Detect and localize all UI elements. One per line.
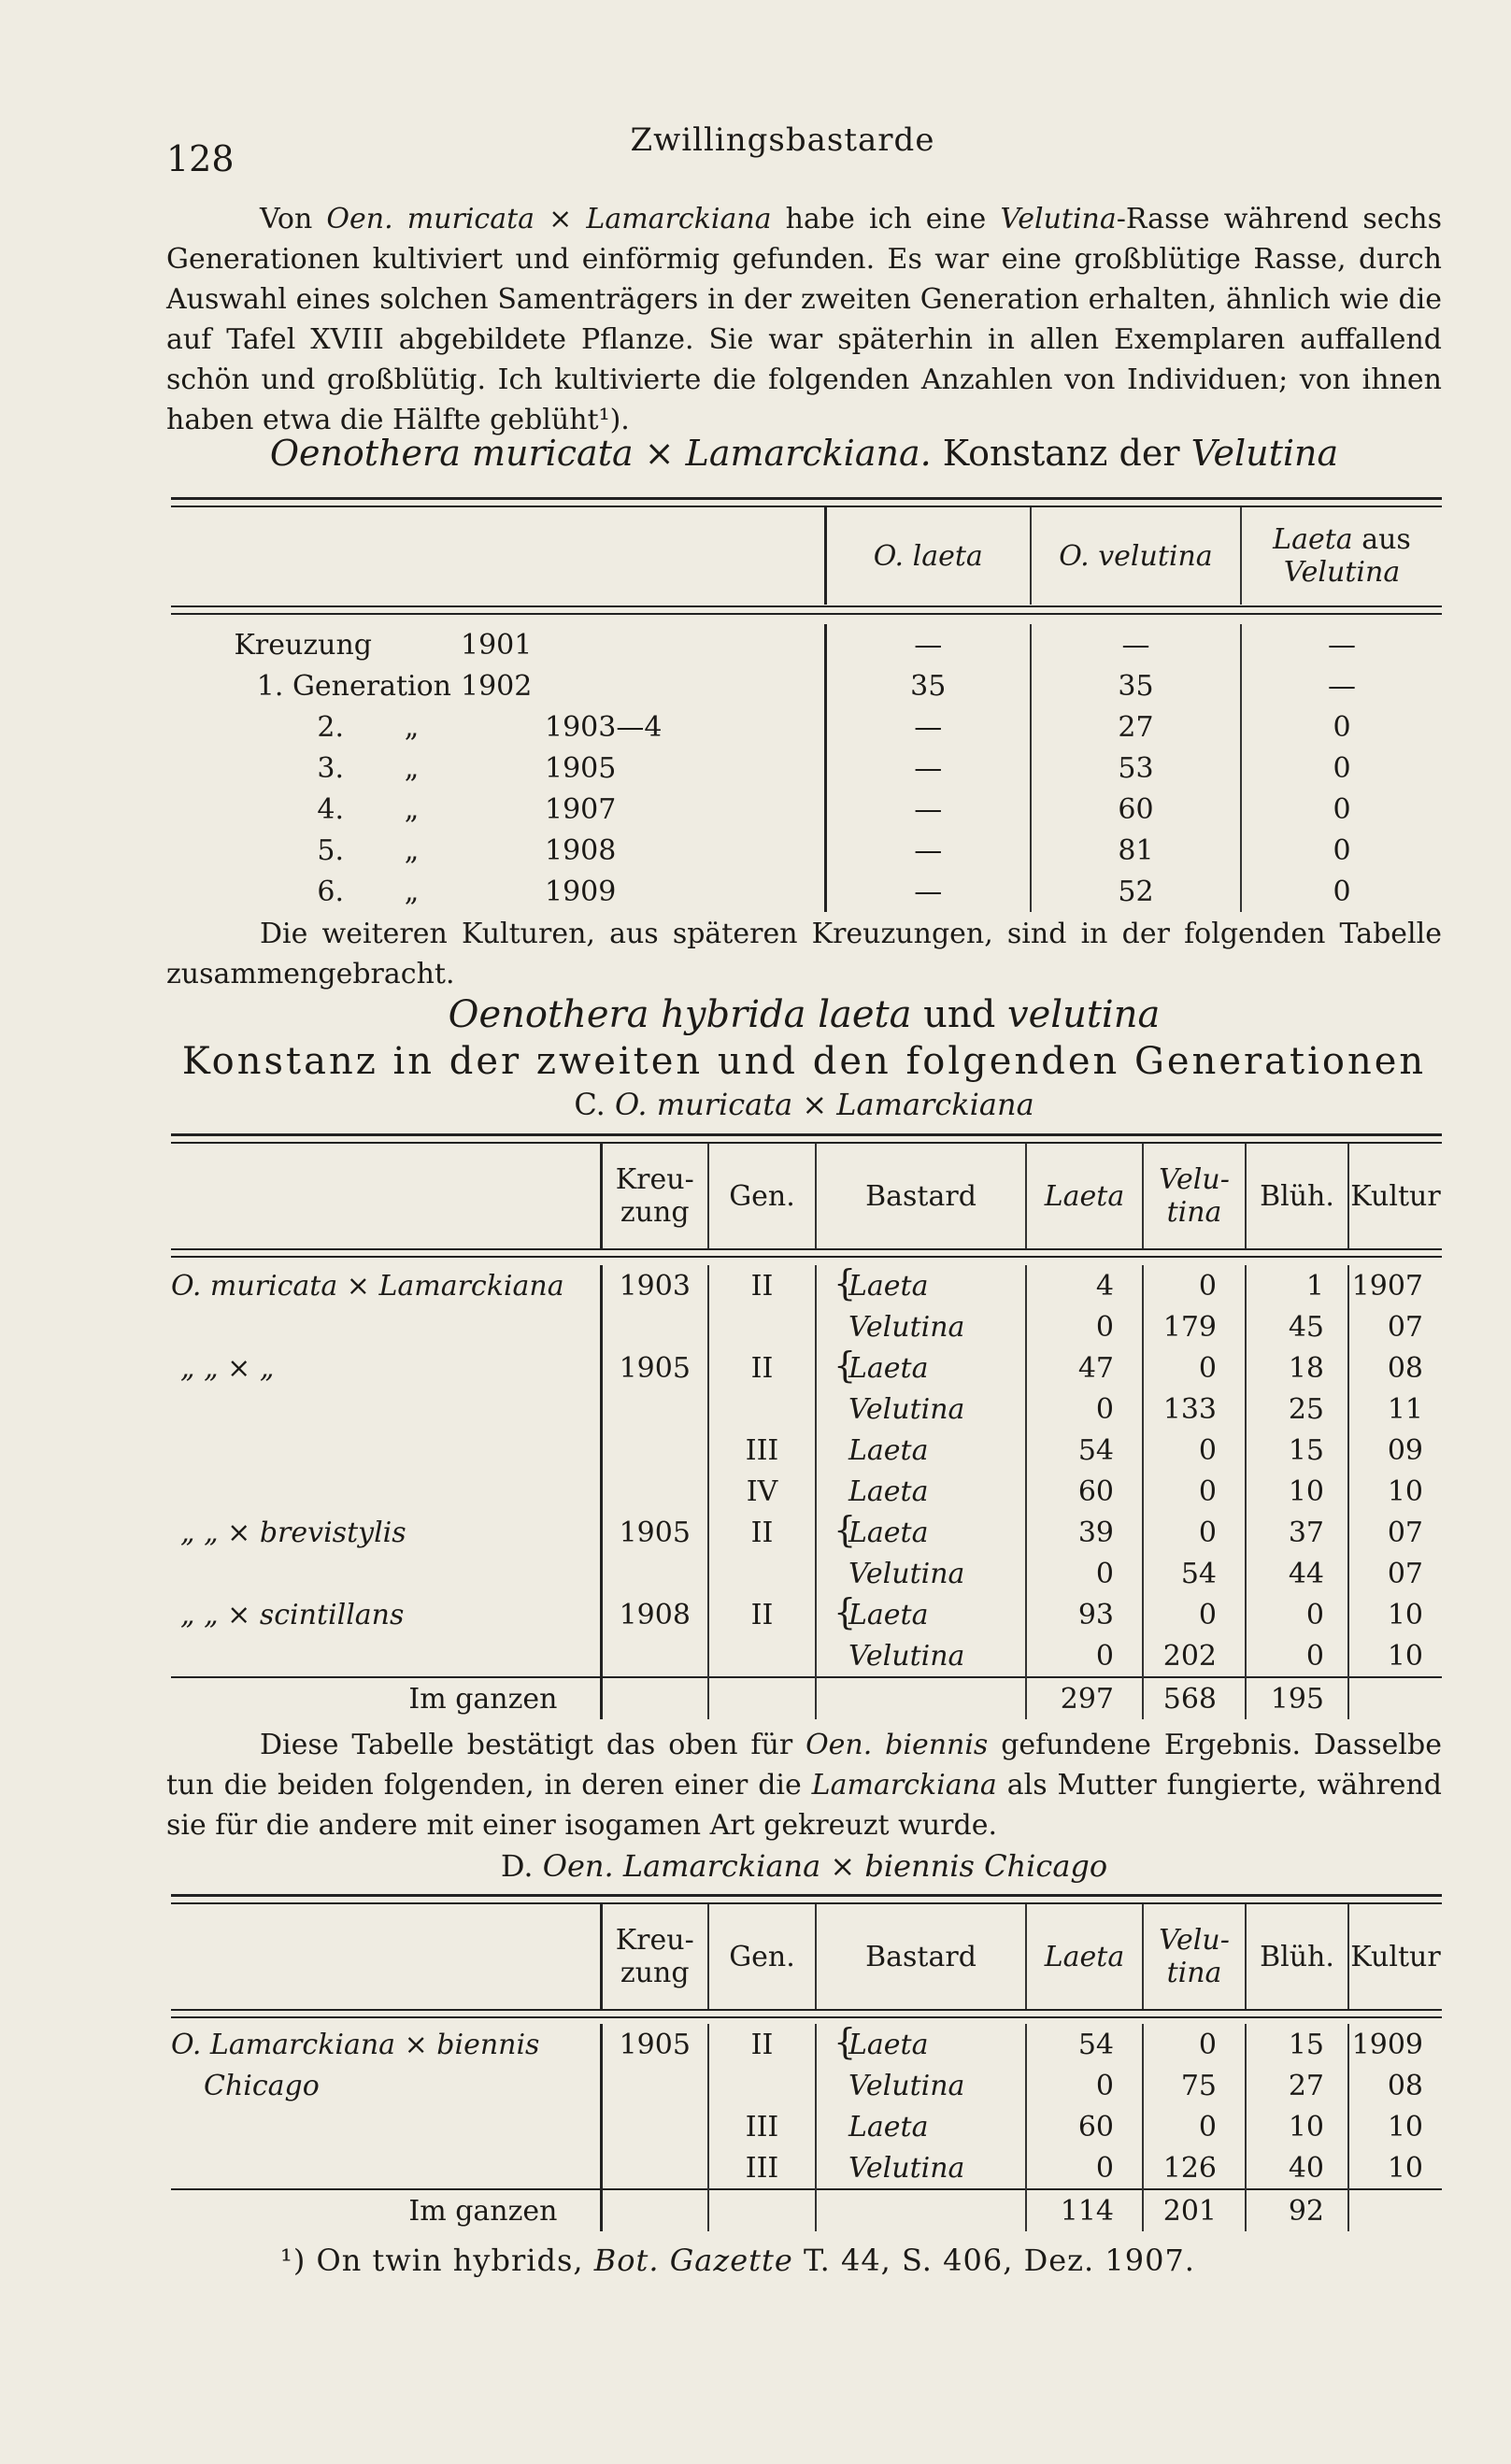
row-label [171,2106,601,2147]
col-kreuzung: Kreu- zung [601,1904,708,2009]
cell-bastard [816,1471,1026,1512]
cell-bastard [816,1344,1026,1389]
cell-kreuzung [601,1430,708,1471]
running-head: Zwillingsbastarde [630,121,935,159]
cell-gen: II [708,1265,816,1306]
table-row: 4. „ 1907 — 60 0 [171,789,1442,830]
table1-header-rule-2 [171,613,1442,615]
col-bastard: Bastard [816,1144,1026,1248]
table2 [171,1144,1442,1248]
bastard-type: Velutina [848,2069,965,2102]
bastard-type: Laeta [848,1351,929,1385]
cell-kreuzung: 1905 [601,1347,708,1389]
cell-velutina: 0 [1143,1265,1246,1306]
table-row [171,2106,1442,2147]
table-row [171,2147,1442,2189]
cell-bastard [816,1553,1026,1594]
page-number: 128 [166,138,235,179]
col-velutina: Velu- tina [1143,1904,1246,2009]
table-row [171,2065,1442,2106]
cell-laeta: 60 [1026,2106,1143,2147]
cell-bastard [816,2020,1026,2065]
cell-bluh: 18 [1246,1347,1348,1389]
cell-bastard [816,1389,1026,1430]
cell-gen: III [708,1430,816,1471]
table2-header-rule-2 [171,1256,1442,1258]
cell-bluh: 15 [1246,2024,1348,2065]
total-velutina: 201 [1143,2189,1246,2231]
table2-header-row [171,1144,1442,1248]
cell-bluh: 27 [1246,2065,1348,2106]
cell-kultur: 1909 [1348,2024,1442,2065]
col-kultur: Kultur [1348,1144,1442,1248]
cell-velutina: 0 [1143,1594,1246,1635]
brace-mark: { [834,1590,857,1632]
cell-bluh: 0 [1246,1594,1348,1635]
table-row [171,1389,1442,1430]
cell-velutina: 179 [1143,1306,1246,1347]
total-laeta: 114 [1026,2189,1143,2231]
cell-gen: II [708,1512,816,1553]
col-laeta: Laeta [1026,1144,1143,1248]
row-label [171,1389,601,1430]
cell-gen [708,1389,816,1430]
table2-body [171,1261,1442,1719]
cell-velutina: 75 [1143,2065,1246,2106]
table2-rows [171,1261,1442,1719]
cell-bastard [816,1635,1026,1677]
total-label: Im ganzen [171,1677,601,1719]
cell-bluh: 44 [1246,1553,1348,1594]
bastard-type: Laeta [848,1433,929,1467]
bastard-type: Velutina [848,1639,965,1673]
cell-kreuzung [601,2147,708,2189]
cell-kultur: 1907 [1348,1265,1442,1306]
cell-velutina: 0 [1143,1430,1246,1471]
total-row [171,1677,1442,1719]
brace-mark: { [834,2020,857,2062]
table-row [171,1430,1442,1471]
col-bluh: Blüh. [1246,1144,1348,1248]
table-row [171,1265,1442,1306]
row-label [171,2147,601,2189]
bridge-paragraph: Die weiteren Kulturen, aus späteren Kreuzungen, sind in der folgenden Tabelle zusammengebracht. [166,918,1442,990]
cell-gen [708,1635,816,1677]
footnote: ¹) On twin hybrids, Bot. Gazette T. 44, S. 406, Dez. 1907. [280,2243,1195,2278]
cell-gen: II [708,1347,816,1389]
table1-header-velutina: O. velutina [1031,507,1241,605]
bastard-type: Laeta [848,1598,929,1631]
row-label: O. muricata × Lamarckiana [171,1269,564,1303]
table3-header-rule-2 [171,2016,1442,2018]
cell-gen: III [708,2106,816,2147]
cell-gen [708,1306,816,1347]
cell-bluh: 40 [1246,2147,1348,2189]
col-kreuzung: Kreu- zung [601,1144,708,1248]
cell-velutina: 133 [1143,1389,1246,1430]
cell-velutina: 202 [1143,1635,1246,1677]
cell-kultur: 07 [1348,1553,1442,1594]
table1-header-rule [171,605,1442,607]
table-row [171,1471,1442,1512]
cell-gen [708,1553,816,1594]
cell-velutina: 0 [1143,2024,1246,2065]
bastard-type: Laeta [848,2110,929,2144]
cell-laeta: 54 [1026,2024,1143,2065]
table-row: 5. „ 1908 — 81 0 [171,830,1442,871]
cell-kreuzung [601,1471,708,1512]
conclusion-paragraph: Diese Tabelle bestätigt das oben für Oen. biennis gefundene Ergebnis. Dasselbe tun die beiden folgenden, in deren einer die Lamarckiana als Mutter fungierte, während sie für die andere mit einer isogamen Art gekreuzt wurde. [166,1729,1442,1842]
cell-kultur: 10 [1348,2147,1442,2189]
cell-laeta: 0 [1026,1553,1143,1594]
col-gen: Gen. [708,1144,816,1248]
table3-rows [171,2020,1442,2231]
cell-kreuzung: 1908 [601,1594,708,1635]
row-label: „ „ × brevistylis [180,1516,406,1549]
cell-laeta: 0 [1026,1635,1143,1677]
table-row: 6. „ 1909 — 52 0 [171,871,1442,912]
table1-header-laeta-aus-velutina: Laeta aus Velutina [1241,507,1442,605]
total-bluh: 92 [1246,2189,1348,2231]
table-row: Kreuzung 1901 — — — [171,624,1442,665]
cell-kultur: 10 [1348,1635,1442,1677]
table3-header-rule [171,2009,1442,2011]
cell-kultur: 08 [1348,1347,1442,1389]
cell-kultur: 10 [1348,1594,1442,1635]
cell-bastard [816,1590,1026,1635]
row-label [171,1471,601,1512]
cell-bastard [816,2065,1026,2106]
cell-bastard [816,1261,1026,1306]
table-row [171,1512,1442,1553]
table-row: 3. „ 1905 — 53 0 [171,748,1442,789]
cell-kultur: 09 [1348,1430,1442,1471]
cell-kreuzung [601,1389,708,1430]
cell-velutina: 0 [1143,1347,1246,1389]
table-row [171,1594,1442,1635]
cell-bastard [816,1430,1026,1471]
cell-gen: IV [708,1471,816,1512]
cell-bluh: 0 [1246,1635,1348,1677]
brace-mark: { [834,1261,857,1303]
cell-bastard [816,2147,1026,2189]
cell-kreuzung [601,2065,708,2106]
cell-laeta: 0 [1026,1306,1143,1347]
row-label [171,1306,601,1347]
table2-title-2: Konstanz in der zweiten und den folgenden Generationen [181,1040,1427,1083]
cell-bluh: 1 [1246,1265,1348,1306]
bastard-type: Laeta [848,1474,929,1508]
table2-top-rule [171,1133,1442,1136]
table1-body [171,624,1442,912]
cell-gen [708,2065,816,2106]
table3-header-row [171,1904,1442,2009]
cell-laeta: 47 [1026,1347,1143,1389]
cell-bluh: 15 [1246,1430,1348,1471]
cell-gen: II [708,1594,816,1635]
cell-laeta: 54 [1026,1430,1143,1471]
table3-body [171,2020,1442,2231]
cell-gen: III [708,2147,816,2189]
table3-top-rule [171,1894,1442,1897]
total-bluh: 195 [1246,1677,1348,1719]
cell-kultur: 07 [1348,1512,1442,1553]
cell-kreuzung [601,2106,708,2147]
cell-kreuzung [601,1635,708,1677]
bastard-type: Velutina [848,1392,965,1426]
total-velutina: 568 [1143,1677,1246,1719]
table1-rows [171,624,1442,912]
cell-kreuzung [601,1553,708,1594]
table1-header-laeta: O. laeta [825,507,1031,605]
table-row [171,1306,1442,1347]
bastard-type: Laeta [848,1269,929,1303]
cell-kultur: 07 [1348,1306,1442,1347]
col-kultur: Kultur [1348,1904,1442,2009]
cell-bluh: 10 [1246,2106,1348,2147]
table1-top-rule [171,497,1442,500]
cell-kreuzung [601,1306,708,1347]
cell-laeta: 93 [1026,1594,1143,1635]
brace-mark: { [834,1344,857,1386]
row-label: Chicago [204,2069,320,2102]
total-label: Im ganzen [171,2189,601,2231]
cell-kreuzung: 1905 [601,2024,708,2065]
cell-bluh: 10 [1246,1471,1348,1512]
cell-laeta: 0 [1026,1389,1143,1430]
cell-bastard [816,1306,1026,1347]
bastard-type: Velutina [848,1310,965,1344]
row-label [171,1430,601,1471]
cell-velutina: 126 [1143,2147,1246,2189]
row-label: O. Lamarckiana × biennis [171,2028,540,2061]
table2-title-1: Oenothera hybrida laeta und velutina [448,993,1161,1036]
cell-kultur: 08 [1348,2065,1442,2106]
cell-bluh: 25 [1246,1389,1348,1430]
col-velutina: Velu- tina [1143,1144,1246,1248]
cell-kreuzung: 1903 [601,1265,708,1306]
cell-laeta: 0 [1026,2065,1143,2106]
cell-laeta: 60 [1026,1471,1143,1512]
table-row [171,1347,1442,1389]
cell-laeta: 39 [1026,1512,1143,1553]
bastard-type: Velutina [848,2151,965,2185]
row-label: „ „ × „ [180,1351,275,1385]
table-row [171,2024,1442,2065]
cell-kultur: 10 [1348,1471,1442,1512]
cell-bastard [816,2106,1026,2147]
cell-bluh: 37 [1246,1512,1348,1553]
brace-mark: { [834,1508,857,1550]
bastard-type: Velutina [848,1557,965,1590]
col-bluh: Blüh. [1246,1904,1348,2009]
cell-laeta: 0 [1026,2147,1143,2189]
col-gen: Gen. [708,1904,816,2009]
cell-laeta: 4 [1026,1265,1143,1306]
col-laeta: Laeta [1026,1904,1143,2009]
cell-velutina: 0 [1143,2106,1246,2147]
row-label: „ „ × scintillans [180,1598,405,1631]
cell-velutina: 0 [1143,1512,1246,1553]
cell-kultur: 11 [1348,1389,1442,1430]
total-row [171,2189,1442,2231]
bastard-type: Laeta [848,2028,929,2061]
table1-header-row [171,507,1442,605]
table1-title: Oenothera muricata × Lamarckiana. Konstanz der Velutina [269,433,1339,474]
table-row [171,1635,1442,1677]
intro-paragraph: Von Oen. muricata × Lamarckiana habe ich eine Velutina-Rasse während sechs Generationen kultiviert und einförmig gefunden. Es war eine großblütige Rasse, durch Auswahl eines solchen Samenträgers in der zweiten Generation erhalten, ähnlich wie die auf Tafel XVIII abgebildete Pflanze. Sie war späterhin in allen Exemplaren auffallend schön und großblütig. Ich kultivierte die folgenden Anzahlen von Individuen; von ihnen haben etwa die Hälfte geblüht¹). [166,203,1442,436]
cell-bluh: 45 [1246,1306,1348,1347]
table-row [171,1553,1442,1594]
cell-kultur: 10 [1348,2106,1442,2147]
cell-bastard [816,1508,1026,1553]
cell-velutina: 54 [1143,1553,1246,1594]
page-header [166,121,1399,178]
table1 [171,507,1442,605]
bastard-type: Laeta [848,1516,929,1549]
total-laeta: 297 [1026,1677,1143,1719]
col-bastard: Bastard [816,1904,1026,2009]
table3 [171,1904,1442,2009]
table-row: 1. Generation 1902 35 35 — [171,665,1442,706]
cell-kreuzung: 1905 [601,1512,708,1553]
row-label [171,1635,601,1677]
table3-subtitle: D. Oen. Lamarckiana × biennis Chicago [500,1848,1108,1884]
row-label [171,1553,601,1594]
cell-velutina: 0 [1143,1471,1246,1512]
table2-subtitle: C. O. muricata × Lamarckiana [574,1087,1034,1122]
cell-gen: II [708,2024,816,2065]
table2-header-rule [171,1248,1442,1250]
table-row: 2. „ 1903—4 — 27 0 [171,706,1442,748]
